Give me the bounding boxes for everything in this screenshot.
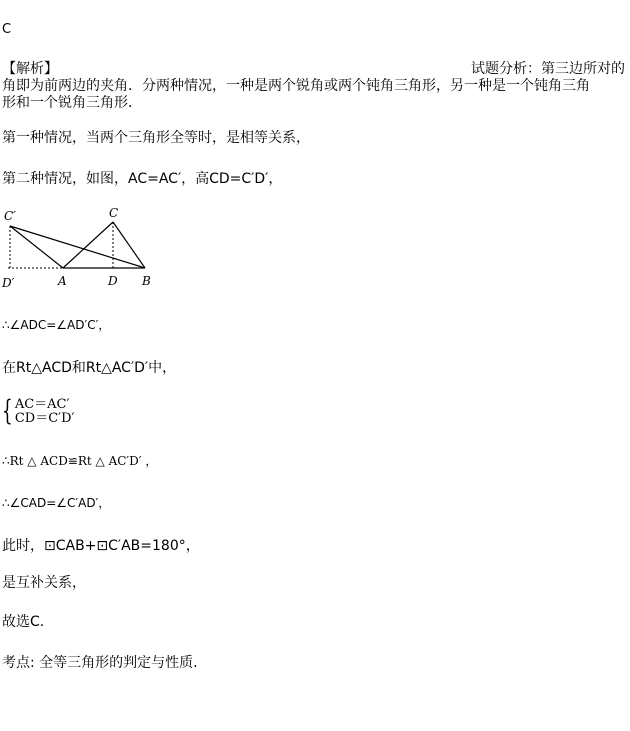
label-d-prime: D′ (2, 276, 15, 290)
segment-c-prime-a (10, 226, 63, 268)
choose-answer: 故选C. (2, 614, 45, 630)
triangle-diagram (0, 203, 160, 293)
angle-sum: 此时，⊡CAB+⊡C′AB=180°， (2, 538, 200, 554)
label-d: D (108, 274, 118, 288)
case-two-text: 第二种情况，如图，AC=AC′，高CD=C′D′， (2, 171, 283, 187)
supplementary-text: 是互补关系， (2, 575, 86, 591)
brace-symbol: { (2, 394, 13, 427)
analysis-intro (2, 61, 628, 112)
analysis-subheading: 试题分析：第三边所对的 (471, 61, 625, 77)
system-line-1: AC＝AC′ (14, 397, 70, 412)
label-c-prime: C′ (4, 209, 16, 223)
answer-letter: C (2, 22, 12, 37)
case-one-text: 第一种情况，当两个三角形全等时，是相等关系， (2, 130, 310, 146)
system-line-2: CD＝C′D′ (14, 411, 75, 426)
label-c: C (109, 206, 119, 220)
label-a: A (58, 274, 67, 288)
equation-system (2, 394, 75, 427)
angle-equality-1: ∴∠ADC=∠AD′C′， (2, 318, 111, 332)
segment-cb (113, 222, 145, 268)
label-b: B (142, 274, 151, 288)
angle-equality-2: ∴∠CAD=∠C′AD′， (2, 496, 111, 510)
analysis-line-2: 角即为前两边的夹角．分两种情况，一种是两个锐角或两个钝角三角形，另一种是一个钝角三角 (2, 78, 590, 94)
analysis-heading: 【解析】 (2, 61, 58, 77)
congruence-statement: ∴Rt △ ACD≌Rt △ AC′D′ ， (2, 454, 158, 468)
exam-point: 考点: 全等三角形的判定与性质. (2, 655, 198, 671)
in-right-triangles: 在Rt△ACD和Rt△AC′D′中， (2, 360, 177, 376)
segment-c-prime-b (10, 226, 145, 268)
analysis-line-3: 形和一个锐角三角形． (2, 95, 142, 111)
